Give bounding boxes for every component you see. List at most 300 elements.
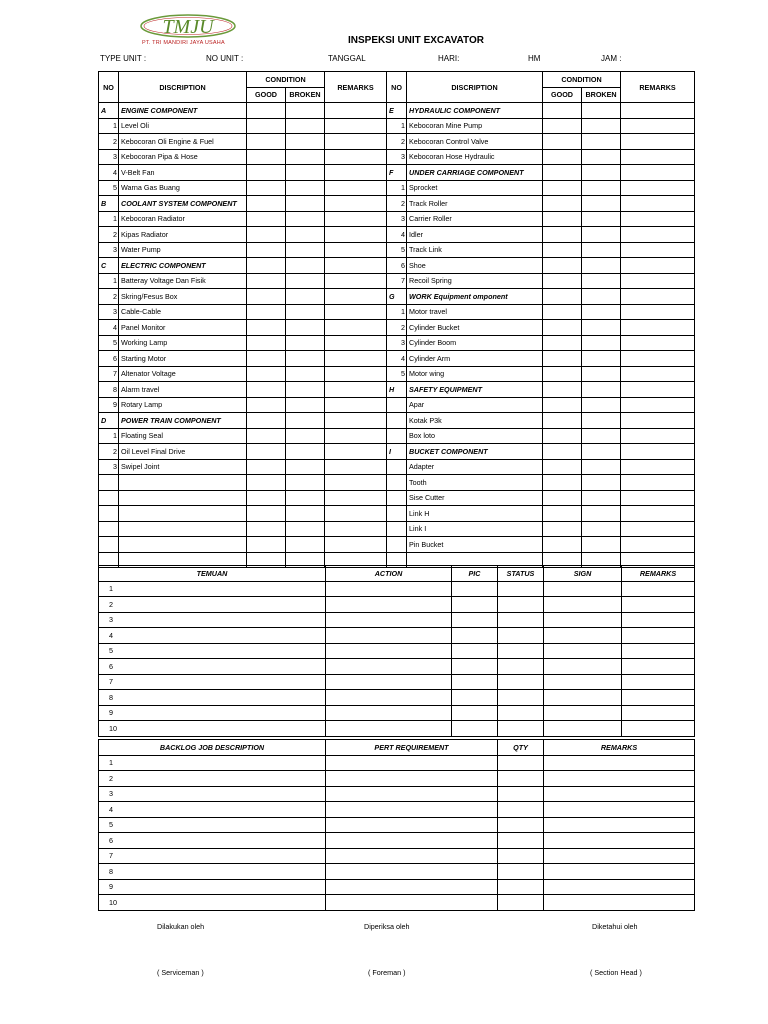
broken-cell[interactable]	[286, 537, 325, 553]
item-no: G	[387, 289, 407, 305]
remarks-cell[interactable]	[621, 382, 695, 398]
remarks-cell[interactable]	[621, 180, 695, 196]
item-description: Cable-Cable	[119, 304, 247, 320]
qty-cell[interactable]	[498, 879, 544, 895]
qty-cell[interactable]	[498, 786, 544, 802]
remarks-cell[interactable]	[325, 413, 387, 429]
good-cell[interactable]	[247, 521, 286, 537]
broken-cell[interactable]	[582, 258, 621, 274]
table-row	[99, 320, 695, 336]
broken-cell[interactable]	[582, 397, 621, 413]
broken-cell[interactable]	[582, 103, 621, 119]
remarks-cell[interactable]	[621, 475, 695, 491]
remarks-cell[interactable]	[325, 351, 387, 367]
sign-cell[interactable]	[544, 597, 622, 613]
remarks-cell[interactable]	[325, 428, 387, 444]
remarks-cell[interactable]	[325, 149, 387, 165]
qty-cell[interactable]	[498, 895, 544, 911]
pert-cell[interactable]	[326, 864, 498, 880]
broken-cell[interactable]	[582, 196, 621, 212]
status-cell[interactable]	[498, 581, 544, 597]
pic-cell[interactable]	[452, 721, 498, 737]
remarks-cell[interactable]	[325, 289, 387, 305]
broken-cell[interactable]	[286, 506, 325, 522]
good-cell[interactable]	[247, 366, 286, 382]
remarks-cell[interactable]	[622, 705, 695, 721]
good-cell[interactable]	[543, 180, 582, 196]
good-cell[interactable]	[247, 475, 286, 491]
good-cell[interactable]	[247, 211, 286, 227]
broken-cell[interactable]	[286, 211, 325, 227]
remarks-cell[interactable]	[544, 833, 695, 849]
qty-cell[interactable]	[498, 848, 544, 864]
broken-cell[interactable]	[582, 227, 621, 243]
remarks-cell[interactable]	[621, 537, 695, 553]
broken-cell[interactable]	[286, 304, 325, 320]
remarks-cell[interactable]	[621, 273, 695, 289]
good-cell[interactable]	[543, 444, 582, 460]
pic-cell[interactable]	[452, 705, 498, 721]
broken-cell[interactable]	[582, 428, 621, 444]
broken-cell[interactable]	[286, 180, 325, 196]
remarks-cell[interactable]	[622, 643, 695, 659]
good-cell[interactable]	[247, 258, 286, 274]
remarks-cell[interactable]	[325, 258, 387, 274]
status-cell[interactable]	[498, 612, 544, 628]
broken-cell[interactable]	[582, 211, 621, 227]
good-cell[interactable]	[543, 242, 582, 258]
broken-cell[interactable]	[582, 537, 621, 553]
broken-cell[interactable]	[286, 444, 325, 460]
sign-cell[interactable]	[544, 705, 622, 721]
good-cell[interactable]	[247, 289, 286, 305]
good-cell[interactable]	[247, 320, 286, 336]
action-cell[interactable]	[326, 690, 452, 706]
remarks-cell[interactable]	[325, 335, 387, 351]
remarks-cell[interactable]	[622, 659, 695, 675]
remarks-cell[interactable]	[325, 521, 387, 537]
good-cell[interactable]	[247, 413, 286, 429]
remarks-cell[interactable]	[544, 755, 695, 771]
remarks-cell[interactable]	[621, 258, 695, 274]
serviceman-label: ( Serviceman )	[157, 968, 204, 977]
item-description: Rotary Lamp	[119, 397, 247, 413]
remarks-cell[interactable]	[621, 444, 695, 460]
jam-label: JAM :	[601, 54, 622, 63]
broken-cell[interactable]	[286, 149, 325, 165]
remarks-cell[interactable]	[621, 351, 695, 367]
broken-cell[interactable]	[286, 320, 325, 336]
good-cell[interactable]	[247, 103, 286, 119]
broken-cell[interactable]	[286, 196, 325, 212]
status-cell[interactable]	[498, 705, 544, 721]
qty-cell[interactable]	[498, 864, 544, 880]
remarks-cell[interactable]	[325, 475, 387, 491]
pert-cell[interactable]	[326, 848, 498, 864]
broken-cell[interactable]	[286, 103, 325, 119]
broken-cell[interactable]	[582, 413, 621, 429]
item-no: 5	[387, 242, 407, 258]
remarks-cell[interactable]	[622, 690, 695, 706]
broken-cell[interactable]	[286, 521, 325, 537]
broken-cell[interactable]	[582, 165, 621, 181]
good-cell[interactable]	[543, 134, 582, 150]
action-cell[interactable]	[326, 721, 452, 737]
broken-cell[interactable]	[582, 490, 621, 506]
broken-cell[interactable]	[582, 289, 621, 305]
good-cell[interactable]	[247, 428, 286, 444]
item-description: Kebocoran Pipa & Hose	[119, 149, 247, 165]
item-no: B	[99, 196, 119, 212]
qty-cell[interactable]	[498, 771, 544, 787]
section-heading: WORK Equipment omponent	[407, 289, 543, 305]
pic-cell[interactable]	[452, 674, 498, 690]
good-cell[interactable]	[543, 397, 582, 413]
remarks-cell[interactable]	[621, 103, 695, 119]
broken-cell[interactable]	[582, 351, 621, 367]
good-cell[interactable]	[247, 134, 286, 150]
remarks-cell[interactable]	[544, 864, 695, 880]
good-cell[interactable]	[247, 351, 286, 367]
remarks-cell[interactable]	[544, 895, 695, 911]
remarks-cell[interactable]	[325, 134, 387, 150]
good-cell[interactable]	[543, 304, 582, 320]
sign-cell[interactable]	[544, 581, 622, 597]
remarks-cell[interactable]	[621, 196, 695, 212]
remarks-cell[interactable]	[325, 103, 387, 119]
good-cell[interactable]	[247, 242, 286, 258]
broken-cell[interactable]	[286, 459, 325, 475]
remarks-cell[interactable]	[622, 721, 695, 737]
pic-cell[interactable]	[452, 597, 498, 613]
good-cell[interactable]	[543, 506, 582, 522]
table-row	[99, 786, 695, 802]
broken-cell[interactable]	[582, 444, 621, 460]
good-cell[interactable]	[247, 196, 286, 212]
action-cell[interactable]	[326, 597, 452, 613]
item-no: 4	[99, 320, 119, 336]
broken-cell[interactable]	[286, 397, 325, 413]
item-no: 5	[387, 366, 407, 382]
good-cell[interactable]	[543, 475, 582, 491]
broken-cell[interactable]	[286, 273, 325, 289]
pert-cell[interactable]	[326, 895, 498, 911]
good-cell[interactable]	[543, 335, 582, 351]
good-cell[interactable]	[543, 428, 582, 444]
remarks-cell[interactable]	[325, 382, 387, 398]
broken-cell[interactable]	[582, 475, 621, 491]
broken-cell[interactable]	[582, 459, 621, 475]
good-cell[interactable]	[543, 289, 582, 305]
row-number: 9	[99, 879, 326, 895]
pert-cell[interactable]	[326, 833, 498, 849]
status-cell[interactable]	[498, 597, 544, 613]
good-cell[interactable]	[543, 196, 582, 212]
type-unit-label: TYPE UNIT :	[100, 54, 147, 63]
remarks-cell[interactable]	[325, 444, 387, 460]
header-temuan: TEMUAN	[99, 566, 326, 582]
remarks-cell[interactable]	[325, 490, 387, 506]
broken-cell[interactable]	[582, 521, 621, 537]
remarks-cell[interactable]	[544, 802, 695, 818]
table-row	[99, 864, 695, 880]
remarks-cell[interactable]	[622, 581, 695, 597]
good-cell[interactable]	[543, 366, 582, 382]
remarks-cell[interactable]	[325, 273, 387, 289]
good-cell[interactable]	[247, 490, 286, 506]
remarks-cell[interactable]	[325, 537, 387, 553]
remarks-cell[interactable]	[621, 506, 695, 522]
table-row	[99, 273, 695, 289]
item-description: Link I	[407, 521, 543, 537]
qty-cell[interactable]	[498, 817, 544, 833]
header-pic: PIC	[452, 566, 498, 582]
good-cell[interactable]	[543, 165, 582, 181]
remarks-cell[interactable]	[621, 335, 695, 351]
item-description: Kebocoran Radiator	[119, 211, 247, 227]
remarks-cell[interactable]	[325, 397, 387, 413]
pert-cell[interactable]	[326, 802, 498, 818]
status-cell[interactable]	[498, 674, 544, 690]
good-cell[interactable]	[543, 413, 582, 429]
pert-cell[interactable]	[326, 817, 498, 833]
table-row	[99, 659, 695, 675]
item-no: E	[387, 103, 407, 119]
header-good: GOOD	[247, 87, 286, 103]
good-cell[interactable]	[543, 103, 582, 119]
remarks-cell[interactable]	[325, 196, 387, 212]
row-number: 5	[99, 817, 326, 833]
broken-cell[interactable]	[582, 242, 621, 258]
broken-cell[interactable]	[582, 304, 621, 320]
pic-cell[interactable]	[452, 659, 498, 675]
broken-cell[interactable]	[286, 258, 325, 274]
broken-cell[interactable]	[582, 335, 621, 351]
remarks-cell[interactable]	[622, 628, 695, 644]
remarks-cell[interactable]	[621, 413, 695, 429]
remarks-cell[interactable]	[544, 786, 695, 802]
item-no: 3	[387, 335, 407, 351]
good-cell[interactable]	[543, 118, 582, 134]
sign-cell[interactable]	[544, 628, 622, 644]
broken-cell[interactable]	[582, 118, 621, 134]
remarks-cell[interactable]	[325, 211, 387, 227]
good-cell[interactable]	[543, 149, 582, 165]
item-description: Kipas Radiator	[119, 227, 247, 243]
good-cell[interactable]	[247, 118, 286, 134]
good-cell[interactable]	[543, 382, 582, 398]
broken-cell[interactable]	[286, 227, 325, 243]
temuan-table	[98, 565, 695, 737]
remarks-cell[interactable]	[621, 134, 695, 150]
pert-cell[interactable]	[326, 771, 498, 787]
pic-cell[interactable]	[452, 643, 498, 659]
table-row	[99, 211, 695, 227]
good-cell[interactable]	[543, 320, 582, 336]
item-no: 5	[99, 180, 119, 196]
row-number: 8	[99, 864, 326, 880]
broken-cell[interactable]	[286, 428, 325, 444]
remarks-cell[interactable]	[621, 366, 695, 382]
remarks-cell[interactable]	[621, 320, 695, 336]
remarks-cell[interactable]	[621, 165, 695, 181]
broken-cell[interactable]	[286, 118, 325, 134]
item-no: 1	[99, 273, 119, 289]
broken-cell[interactable]	[286, 242, 325, 258]
table-row	[99, 848, 695, 864]
good-cell[interactable]	[247, 397, 286, 413]
good-cell[interactable]	[247, 506, 286, 522]
row-number: 6	[99, 833, 326, 849]
pert-cell[interactable]	[326, 786, 498, 802]
remarks-cell[interactable]	[544, 848, 695, 864]
sign-cell[interactable]	[544, 674, 622, 690]
good-cell[interactable]	[543, 273, 582, 289]
broken-cell[interactable]	[286, 134, 325, 150]
pic-cell[interactable]	[452, 628, 498, 644]
remarks-cell[interactable]	[621, 521, 695, 537]
remarks-cell[interactable]	[544, 771, 695, 787]
good-cell[interactable]	[543, 227, 582, 243]
table-row	[99, 134, 695, 150]
broken-cell[interactable]	[286, 413, 325, 429]
sign-cell[interactable]	[544, 659, 622, 675]
remarks-cell[interactable]	[325, 366, 387, 382]
sign-cell[interactable]	[544, 721, 622, 737]
remarks-cell[interactable]	[325, 118, 387, 134]
broken-cell[interactable]	[286, 289, 325, 305]
pert-cell[interactable]	[326, 755, 498, 771]
status-cell[interactable]	[498, 721, 544, 737]
remarks-cell[interactable]	[325, 320, 387, 336]
broken-cell[interactable]	[286, 382, 325, 398]
status-cell[interactable]	[498, 628, 544, 644]
good-cell[interactable]	[247, 304, 286, 320]
qty-cell[interactable]	[498, 802, 544, 818]
action-cell[interactable]	[326, 643, 452, 659]
good-cell[interactable]	[543, 490, 582, 506]
action-cell[interactable]	[326, 674, 452, 690]
good-cell[interactable]	[247, 149, 286, 165]
broken-cell[interactable]	[582, 134, 621, 150]
remarks-cell[interactable]	[622, 674, 695, 690]
action-cell[interactable]	[326, 705, 452, 721]
qty-cell[interactable]	[498, 833, 544, 849]
broken-cell[interactable]	[582, 382, 621, 398]
sign-cell[interactable]	[544, 643, 622, 659]
remarks-cell[interactable]	[325, 506, 387, 522]
pic-cell[interactable]	[452, 612, 498, 628]
status-cell[interactable]	[498, 643, 544, 659]
broken-cell[interactable]	[582, 506, 621, 522]
remarks-cell[interactable]	[325, 180, 387, 196]
good-cell[interactable]	[247, 165, 286, 181]
good-cell[interactable]	[543, 537, 582, 553]
remarks-cell[interactable]	[544, 879, 695, 895]
remarks-cell[interactable]	[325, 227, 387, 243]
broken-cell[interactable]	[582, 366, 621, 382]
remarks-cell[interactable]	[622, 597, 695, 613]
remarks-cell[interactable]	[621, 242, 695, 258]
good-cell[interactable]	[247, 335, 286, 351]
pert-cell[interactable]	[326, 879, 498, 895]
good-cell[interactable]	[247, 227, 286, 243]
item-description: Warna Gas Buang	[119, 180, 247, 196]
sign-cell[interactable]	[544, 690, 622, 706]
status-cell[interactable]	[498, 690, 544, 706]
sign-cell[interactable]	[544, 612, 622, 628]
remarks-cell[interactable]	[621, 118, 695, 134]
remarks-cell[interactable]	[621, 304, 695, 320]
item-no	[99, 506, 119, 522]
action-cell[interactable]	[326, 612, 452, 628]
good-cell[interactable]	[543, 521, 582, 537]
action-cell[interactable]	[326, 628, 452, 644]
remarks-cell[interactable]	[325, 459, 387, 475]
good-cell[interactable]	[247, 273, 286, 289]
item-no: 4	[99, 165, 119, 181]
broken-cell[interactable]	[582, 149, 621, 165]
row-number: 4	[99, 802, 326, 818]
good-cell[interactable]	[543, 258, 582, 274]
broken-cell[interactable]	[286, 335, 325, 351]
good-cell[interactable]	[247, 537, 286, 553]
remarks-cell[interactable]	[325, 304, 387, 320]
remarks-cell[interactable]	[622, 612, 695, 628]
good-cell[interactable]	[247, 444, 286, 460]
action-cell[interactable]	[326, 659, 452, 675]
remarks-cell[interactable]	[544, 817, 695, 833]
broken-cell[interactable]	[582, 320, 621, 336]
section-heading: COOLANT SYSTEM COMPONENT	[119, 196, 247, 212]
table-row	[99, 335, 695, 351]
item-no	[99, 521, 119, 537]
remarks-cell[interactable]	[621, 149, 695, 165]
broken-cell[interactable]	[582, 273, 621, 289]
good-cell[interactable]	[247, 459, 286, 475]
remarks-cell[interactable]	[325, 165, 387, 181]
broken-cell[interactable]	[582, 180, 621, 196]
good-cell[interactable]	[247, 382, 286, 398]
broken-cell[interactable]	[286, 490, 325, 506]
broken-cell[interactable]	[286, 165, 325, 181]
broken-cell[interactable]	[286, 351, 325, 367]
broken-cell[interactable]	[286, 366, 325, 382]
row-number: 10	[99, 721, 326, 737]
broken-cell[interactable]	[286, 475, 325, 491]
pic-cell[interactable]	[452, 690, 498, 706]
pic-cell[interactable]	[452, 581, 498, 597]
table-row	[99, 196, 695, 212]
remarks-cell[interactable]	[621, 211, 695, 227]
item-no	[387, 397, 407, 413]
good-cell[interactable]	[543, 351, 582, 367]
header-remarks: REMARKS	[544, 740, 695, 756]
status-cell[interactable]	[498, 659, 544, 675]
remarks-cell[interactable]	[621, 397, 695, 413]
action-cell[interactable]	[326, 581, 452, 597]
remarks-cell[interactable]	[621, 459, 695, 475]
remarks-cell[interactable]	[621, 289, 695, 305]
good-cell[interactable]	[247, 180, 286, 196]
remarks-cell[interactable]	[621, 227, 695, 243]
good-cell[interactable]	[543, 211, 582, 227]
remarks-cell[interactable]	[325, 242, 387, 258]
good-cell[interactable]	[543, 459, 582, 475]
remarks-cell[interactable]	[621, 428, 695, 444]
remarks-cell[interactable]	[621, 490, 695, 506]
qty-cell[interactable]	[498, 755, 544, 771]
